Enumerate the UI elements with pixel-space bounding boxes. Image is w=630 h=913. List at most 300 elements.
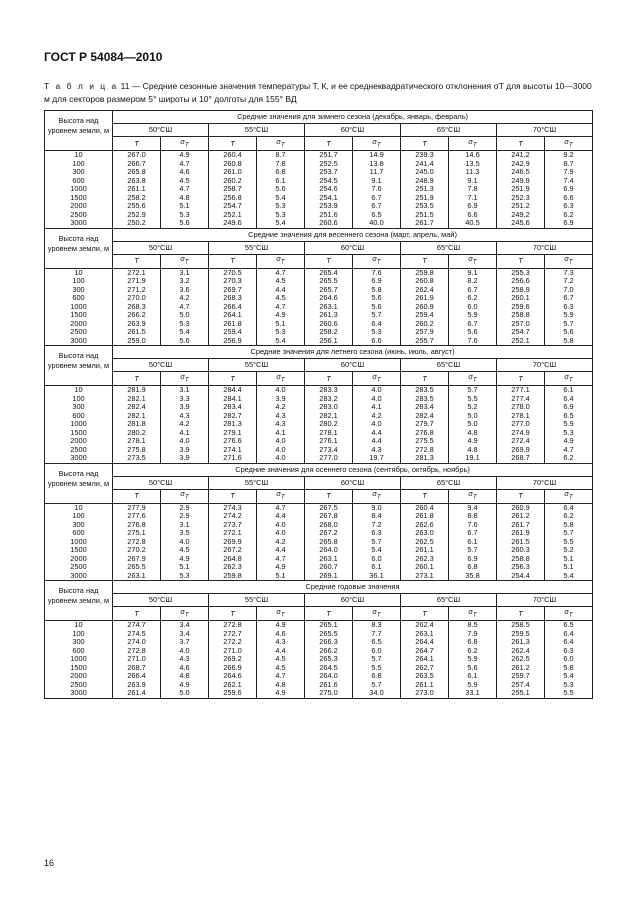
height-cell: 1500 (45, 429, 113, 438)
temperature-cell: 261.1 (113, 185, 161, 194)
sigma-cell: 6.7 (545, 294, 593, 303)
temperature-cell: 271.0 (113, 655, 161, 664)
sigma-cell: 4.5 (161, 177, 209, 186)
section-title: Средние годовые значения (113, 581, 593, 594)
temperature-cell: 283.4 (209, 403, 257, 412)
sigma-cell: 7.8 (257, 160, 305, 169)
temperature-cell: 264.6 (209, 672, 257, 681)
sigma-cell: 19.7 (353, 454, 401, 463)
latitude-header: 60°СШ (305, 241, 401, 254)
height-cell: 3000 (45, 689, 113, 698)
temperature-cell: 259.6 (209, 689, 257, 698)
temperature-cell: 274.9 (497, 429, 545, 438)
latitude-header: 50°СШ (113, 124, 209, 137)
sigma-cell: 5.6 (257, 185, 305, 194)
sigma-cell: 7.0 (545, 286, 593, 295)
temperature-cell: 257.0 (497, 320, 545, 329)
temperature-cell: 281.8 (113, 420, 161, 429)
sigma-symbol: σ (180, 254, 185, 264)
sigma-cell: 4.9 (257, 689, 305, 698)
sigma-cell: 6.6 (545, 194, 593, 203)
temperature-cell: 278.0 (497, 403, 545, 412)
temperature-cell: 261.5 (497, 538, 545, 547)
latitude-header: 65°СШ (401, 124, 497, 137)
sigma-subscript: T (376, 141, 381, 149)
temperature-cell: 262.3 (209, 563, 257, 572)
sigma-cell: 3.6 (161, 286, 209, 295)
table-row (45, 689, 593, 698)
sigma-subscript: T (568, 376, 573, 384)
sigma-cell: 4.0 (353, 420, 401, 429)
sigma-cell: 4.0 (257, 437, 305, 446)
height-cell: 2500 (45, 211, 113, 220)
col-temperature-header: T (113, 372, 161, 386)
sigma-symbol: σ (468, 371, 473, 381)
height-cell: 10 (45, 386, 113, 395)
sigma-cell: 5.4 (257, 219, 305, 228)
sigma-cell: 6.3 (545, 303, 593, 312)
temperature-cell: 267.8 (305, 512, 353, 521)
sigma-cell: 7.2 (353, 521, 401, 530)
sigma-symbol: σ (564, 606, 569, 616)
sigma-cell: 5.1 (161, 563, 209, 572)
height-cell: 100 (45, 277, 113, 286)
temperature-cell: 260.6 (305, 219, 353, 228)
temperature-cell: 264.7 (401, 647, 449, 656)
sigma-cell: 4.0 (161, 647, 209, 656)
sigma-subscript: T (376, 258, 381, 266)
sigma-cell: 5.2 (545, 546, 593, 555)
sigma-cell: 3.5 (161, 529, 209, 538)
sigma-cell: 5.1 (545, 555, 593, 564)
sigma-cell: 7.3 (545, 268, 593, 277)
sigma-cell: 4.2 (353, 412, 401, 421)
temperature-cell: 282.1 (305, 412, 353, 421)
temperature-cell: 262.7 (401, 664, 449, 673)
temperature-cell: 276.6 (209, 437, 257, 446)
sigma-subscript: T (184, 258, 189, 266)
latitude-header-row (45, 359, 593, 372)
sigma-subscript: T (280, 493, 285, 501)
temperature-cell: 262.1 (209, 681, 257, 690)
sigma-cell: 6.7 (353, 194, 401, 203)
temperature-cell: 273.1 (401, 572, 449, 581)
sigma-cell: 11.3 (449, 168, 497, 177)
temperature-cell: 275.0 (305, 689, 353, 698)
sigma-cell: 6.2 (449, 647, 497, 656)
temperature-cell: 264.0 (305, 672, 353, 681)
temperature-cell: 263.9 (113, 320, 161, 329)
sigma-cell: 6.4 (545, 503, 593, 512)
latitude-header: 70°СШ (497, 124, 593, 137)
section-title-row (45, 581, 593, 594)
section-title: Средние значения для весеннего сезона (март, апрель, май) (113, 228, 593, 241)
col-sigma-header (545, 137, 593, 151)
temperature-cell: 265.1 (305, 621, 353, 630)
temperature-cell: 261.2 (497, 512, 545, 521)
latitude-header: 55°СШ (209, 359, 305, 372)
col-sigma-header (353, 137, 401, 151)
temperature-cell: 255.7 (401, 337, 449, 346)
sigma-cell: 3.9 (257, 395, 305, 404)
col-temperature-header: T (401, 372, 449, 386)
height-cell: 1000 (45, 655, 113, 664)
sigma-cell: 6.6 (353, 337, 401, 346)
sigma-cell: 4.3 (161, 412, 209, 421)
sigma-cell: 6.9 (545, 403, 593, 412)
sigma-cell: 40.0 (353, 219, 401, 228)
temperature-cell: 270.2 (113, 546, 161, 555)
temperature-cell: 262.3 (401, 555, 449, 564)
height-cell: 300 (45, 521, 113, 530)
sigma-cell: 6.9 (449, 555, 497, 564)
temperature-cell: 274.0 (113, 638, 161, 647)
temperature-cell: 263.9 (113, 681, 161, 690)
col-temperature-header: T (497, 489, 545, 503)
latitude-header-row (45, 476, 593, 489)
temperature-cell: 260.4 (209, 151, 257, 160)
sigma-cell: 5.3 (161, 572, 209, 581)
height-cell: 3000 (45, 572, 113, 581)
sigma-cell: 4.9 (449, 437, 497, 446)
temperature-cell: 241.2 (497, 151, 545, 160)
height-cell: 1500 (45, 546, 113, 555)
col-temperature-header: T (401, 607, 449, 621)
temperature-cell: 245.0 (401, 168, 449, 177)
temperature-cell: 262.4 (497, 647, 545, 656)
col-sigma-header (161, 489, 209, 503)
sigma-cell: 5.7 (353, 311, 401, 320)
temperature-cell: 282.7 (209, 412, 257, 421)
sigma-cell: 5.6 (449, 328, 497, 337)
temperature-cell: 259.8 (209, 572, 257, 581)
sigma-cell: 4.9 (545, 437, 593, 446)
sigma-cell: 4.5 (257, 277, 305, 286)
sigma-cell: 4.0 (257, 454, 305, 463)
height-cell: 1000 (45, 185, 113, 194)
temperature-cell: 257.4 (497, 681, 545, 690)
sigma-cell: 4.0 (161, 437, 209, 446)
sigma-cell: 5.0 (449, 420, 497, 429)
temperature-cell: 282.4 (113, 403, 161, 412)
sigma-cell: 5.1 (257, 572, 305, 581)
col-temperature-header: T (305, 372, 353, 386)
sigma-cell: 5.7 (545, 529, 593, 538)
temperature-cell: 258.2 (305, 328, 353, 337)
temperature-cell: 259.8 (401, 268, 449, 277)
temperature-cell: 259.4 (401, 311, 449, 320)
height-cell: 1500 (45, 311, 113, 320)
temperature-cell: 269.2 (209, 655, 257, 664)
temperature-cell: 283.5 (401, 386, 449, 395)
height-header-cell: Высота над уровнем земли, м (45, 111, 113, 151)
section-title-row (45, 228, 593, 241)
sigma-cell: 5.5 (449, 395, 497, 404)
temperature-cell: 280.2 (113, 429, 161, 438)
sigma-cell: 7.1 (449, 194, 497, 203)
sigma-cell: 4.6 (257, 630, 305, 639)
temperature-cell: 249.2 (497, 211, 545, 220)
temperature-cell: 278.1 (305, 429, 353, 438)
sigma-cell: 4.0 (257, 529, 305, 538)
temperature-cell: 277.1 (497, 386, 545, 395)
sigma-subscript: T (280, 611, 285, 619)
sigma-symbol: σ (180, 606, 185, 616)
sigma-cell: 5.7 (353, 655, 401, 664)
height-cell: 2500 (45, 563, 113, 572)
temperature-cell: 262.5 (497, 655, 545, 664)
temperature-cell: 277.0 (497, 420, 545, 429)
temperature-cell: 275.5 (401, 437, 449, 446)
temperature-cell: 265.8 (305, 538, 353, 547)
temperature-cell: 263.5 (401, 672, 449, 681)
sigma-cell: 4.0 (257, 386, 305, 395)
sigma-symbol: σ (564, 371, 569, 381)
col-temperature-header: T (113, 254, 161, 268)
temperature-cell: 261.4 (113, 689, 161, 698)
sigma-cell: 7.6 (353, 185, 401, 194)
col-temperature-header: T (209, 137, 257, 151)
temperature-cell: 261.5 (113, 328, 161, 337)
sigma-cell: 4.7 (545, 446, 593, 455)
temperature-cell: 272.8 (113, 647, 161, 656)
sigma-subscript: T (472, 376, 477, 384)
temperature-cell: 268.3 (113, 303, 161, 312)
temperature-cell: 283.4 (401, 403, 449, 412)
temperature-cell: 262.4 (401, 286, 449, 295)
table-row (45, 337, 593, 346)
sigma-cell: 8.4 (353, 512, 401, 521)
section-title-row (45, 111, 593, 124)
temperature-table-body (45, 111, 593, 699)
sigma-cell: 5.4 (257, 194, 305, 203)
sigma-subscript: T (280, 141, 285, 149)
latitude-header: 70°СШ (497, 359, 593, 372)
sigma-cell: 4.4 (257, 512, 305, 521)
temperature-cell: 252.1 (209, 211, 257, 220)
temperature-cell: 260.3 (497, 546, 545, 555)
sigma-subscript: T (568, 141, 573, 149)
temperature-cell: 264.5 (305, 664, 353, 673)
sigma-cell: 3.4 (161, 621, 209, 630)
temperature-cell: 267.2 (305, 529, 353, 538)
latitude-header: 55°СШ (209, 124, 305, 137)
height-cell: 1500 (45, 194, 113, 203)
temperature-cell: 272.8 (401, 446, 449, 455)
sigma-cell: 4.1 (161, 429, 209, 438)
sigma-cell: 6.9 (353, 277, 401, 286)
sigma-cell: 5.0 (161, 689, 209, 698)
sigma-cell: 4.7 (257, 303, 305, 312)
height-header-cell: Высота над уровнем земли, м (45, 463, 113, 503)
sigma-cell: 6.9 (449, 202, 497, 211)
temperature-cell: 283.0 (305, 403, 353, 412)
sigma-cell: 4.9 (161, 681, 209, 690)
col-temperature-header: T (401, 137, 449, 151)
sigma-cell: 11.7 (353, 168, 401, 177)
temperature-cell: 251.6 (305, 211, 353, 220)
height-cell: 10 (45, 621, 113, 630)
sigma-cell: 5.2 (449, 403, 497, 412)
sigma-cell: 4.8 (449, 429, 497, 438)
sigma-cell: 5.7 (545, 320, 593, 329)
sigma-cell: 4.7 (161, 160, 209, 169)
sigma-cell: 5.1 (257, 320, 305, 329)
sigma-cell: 4.6 (161, 168, 209, 177)
temperature-cell: 265.7 (305, 286, 353, 295)
height-header-cell: Высота над уровнем земли, м (45, 228, 113, 268)
temperature-cell: 270.3 (209, 277, 257, 286)
sigma-cell: 5.4 (161, 328, 209, 337)
sigma-cell: 6.3 (353, 529, 401, 538)
temperature-cell: 269.7 (209, 286, 257, 295)
temperature-cell: 276.1 (305, 437, 353, 446)
sigma-symbol: σ (468, 606, 473, 616)
temperature-cell: 260.2 (209, 177, 257, 186)
temperature-cell: 272.4 (497, 437, 545, 446)
sigma-symbol: σ (276, 489, 281, 499)
col-sigma-header (161, 254, 209, 268)
temperature-cell: 256.1 (305, 337, 353, 346)
sigma-cell: 36.1 (353, 572, 401, 581)
sigma-cell: 5.4 (545, 672, 593, 681)
sigma-cell: 3.9 (161, 454, 209, 463)
temperature-cell: 258.8 (497, 311, 545, 320)
temperature-cell: 269.9 (497, 446, 545, 455)
temperature-cell: 261.7 (497, 521, 545, 530)
temperature-cell: 266.2 (113, 311, 161, 320)
sigma-cell: 9.2 (545, 151, 593, 160)
latitude-header: 60°СШ (305, 124, 401, 137)
sigma-cell: 4.2 (257, 403, 305, 412)
section-title: Средние значения для осеннего сезона (сентябрь, октябрь, ноябрь) (113, 463, 593, 476)
sigma-cell: 4.2 (161, 294, 209, 303)
sigma-cell: 5.9 (449, 311, 497, 320)
latitude-header: 55°СШ (209, 241, 305, 254)
sigma-subscript: T (280, 258, 285, 266)
sigma-cell: 6.2 (449, 294, 497, 303)
sigma-cell: 9.1 (449, 268, 497, 277)
col-sigma-header (161, 137, 209, 151)
temperature-cell: 273.4 (305, 446, 353, 455)
sigma-subscript: T (184, 493, 189, 501)
sigma-cell: 19.1 (449, 454, 497, 463)
sigma-cell: 6.8 (353, 672, 401, 681)
column-header-row (45, 372, 593, 386)
temperature-cell: 269.9 (209, 538, 257, 547)
temperature-cell: 248.9 (401, 177, 449, 186)
sigma-cell: 4.7 (257, 268, 305, 277)
sigma-cell: 6.7 (449, 320, 497, 329)
col-sigma-header (545, 489, 593, 503)
sigma-cell: 4.4 (353, 429, 401, 438)
temperature-cell: 266.2 (305, 647, 353, 656)
table-row (45, 572, 593, 581)
temperature-cell: 264.6 (305, 294, 353, 303)
sigma-subscript: T (184, 141, 189, 149)
temperature-cell: 260.7 (305, 563, 353, 572)
temperature-cell: 266.7 (113, 160, 161, 169)
sigma-cell: 5.0 (161, 311, 209, 320)
height-header-cell: Высота над уровнем земли, м (45, 581, 113, 621)
latitude-header: 70°СШ (497, 476, 593, 489)
temperature-cell: 254.1 (305, 194, 353, 203)
sigma-cell: 4.7 (257, 555, 305, 564)
temperature-cell: 283.3 (305, 386, 353, 395)
height-cell: 1000 (45, 420, 113, 429)
sigma-cell: 6.4 (353, 320, 401, 329)
sigma-cell: 5.3 (257, 211, 305, 220)
col-sigma-header (257, 607, 305, 621)
col-temperature-header: T (401, 489, 449, 503)
temperature-cell: 261.2 (497, 664, 545, 673)
latitude-header: 70°СШ (497, 594, 593, 607)
temperature-cell: 255.1 (497, 689, 545, 698)
temperature-cell: 272.8 (209, 621, 257, 630)
height-cell: 1000 (45, 538, 113, 547)
latitude-header: 60°СШ (305, 594, 401, 607)
sigma-cell: 5.8 (545, 664, 593, 673)
temperature-cell: 258.2 (113, 194, 161, 203)
sigma-cell: 7.9 (545, 168, 593, 177)
sigma-cell: 4.5 (257, 294, 305, 303)
section-title: Средние значения для летнего сезона (июнь, июль, август) (113, 346, 593, 359)
col-sigma-header (545, 607, 593, 621)
col-sigma-header (449, 607, 497, 621)
height-cell: 2500 (45, 328, 113, 337)
height-cell: 10 (45, 268, 113, 277)
temperature-cell: 242.9 (497, 160, 545, 169)
temperature-cell: 252.5 (305, 160, 353, 169)
temperature-cell: 251.7 (305, 151, 353, 160)
temperature-cell: 280.2 (305, 420, 353, 429)
sigma-symbol: σ (180, 371, 185, 381)
height-cell: 300 (45, 638, 113, 647)
sigma-cell: 6.6 (449, 211, 497, 220)
col-temperature-header: T (209, 607, 257, 621)
height-cell: 300 (45, 168, 113, 177)
temperature-cell: 272.2 (209, 638, 257, 647)
sigma-cell: 6.9 (545, 185, 593, 194)
col-sigma-header (449, 372, 497, 386)
temperature-cell: 268.0 (305, 521, 353, 530)
temperature-cell: 267.5 (305, 503, 353, 512)
temperature-cell: 267.9 (113, 555, 161, 564)
height-cell: 10 (45, 151, 113, 160)
temperature-cell: 261.8 (209, 320, 257, 329)
sigma-cell: 4.9 (257, 311, 305, 320)
height-cell: 3000 (45, 454, 113, 463)
sigma-subscript: T (472, 611, 477, 619)
sigma-cell: 6.5 (545, 621, 593, 630)
page-number: 16 (44, 858, 55, 868)
height-header-cell: Высота над уровнем земли, м (45, 346, 113, 386)
temperature-cell: 256.9 (209, 337, 257, 346)
sigma-symbol: σ (276, 371, 281, 381)
temperature-cell: 265.8 (113, 168, 161, 177)
temperature-cell: 261.3 (497, 638, 545, 647)
sigma-cell: 3.9 (161, 403, 209, 412)
temperature-cell: 277.6 (113, 512, 161, 521)
col-temperature-header: T (497, 137, 545, 151)
temperature-cell: 245.6 (497, 219, 545, 228)
temperature-cell: 255.3 (497, 268, 545, 277)
temperature-cell: 260.9 (497, 503, 545, 512)
sigma-cell: 5.3 (257, 328, 305, 337)
temperature-cell: 269.1 (305, 572, 353, 581)
sigma-cell: 14.9 (353, 151, 401, 160)
temperature-cell: 264.4 (401, 638, 449, 647)
